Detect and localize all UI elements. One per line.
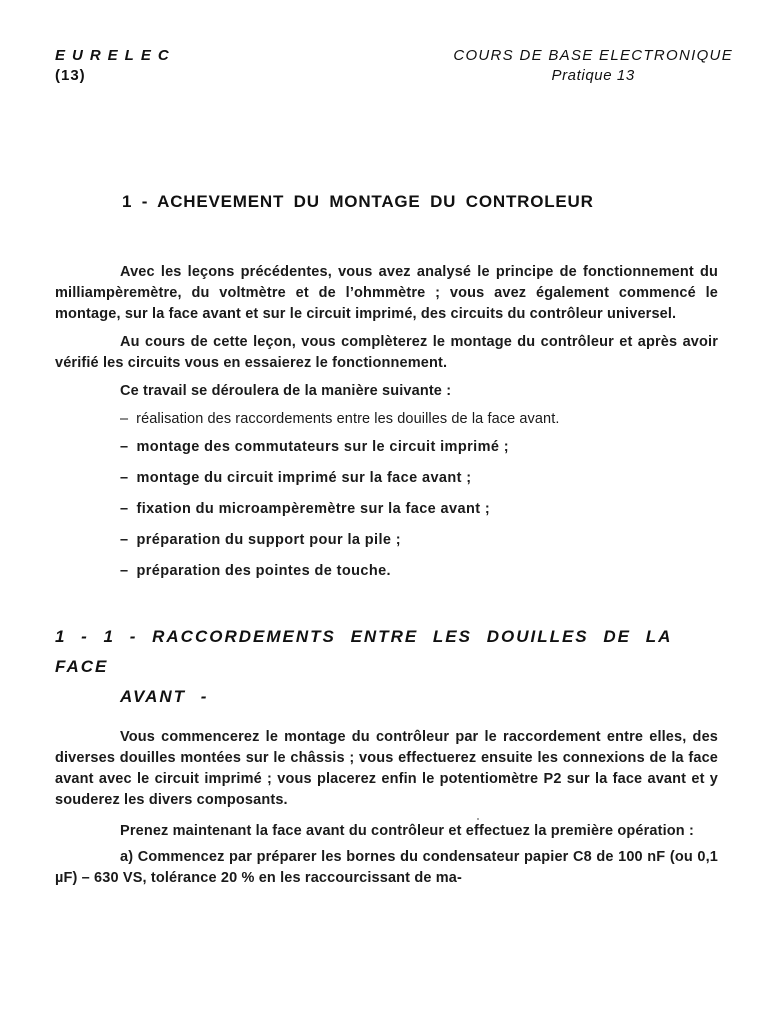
list-item: [120, 468, 718, 489]
paragraph-text: a) Commencez par préparer les bornes du condensateur papier C8 de 100 nF (ou 0,1 µF) – 630 VS, tolérance 20 % en les raccourcissant de ma-: [55, 849, 718, 886]
lesson-number: (13): [55, 67, 86, 84]
list-item: [120, 409, 718, 430]
header-right: [453, 46, 733, 86]
connections-paragraph: [55, 727, 718, 811]
brand-name: EURELEC: [55, 47, 176, 64]
subsection-title-line: AVANT -: [120, 687, 209, 706]
dash-bullet: –: [120, 563, 129, 579]
header-left: [55, 46, 176, 86]
list-item-text: préparation du support pour la pile ;: [136, 532, 401, 548]
list-item-text: préparation des pointes de touche.: [136, 563, 391, 579]
course-title: COURS DE BASE ELECTRONIQUE: [453, 47, 733, 64]
paragraph-text: Ce travail se déroulera de la manière suivante :: [120, 383, 452, 399]
paragraph-text: Avec les leçons précédentes, vous avez analysé le principe de fonctionnement du milliampèremètre, du voltmètre et de l’ohmmètre ; vous avez également commencé le montage, sur la face avant et sur le circuit imprimé, des circuits du contrôleur universel.: [55, 264, 718, 322]
scan-speck: [477, 818, 479, 820]
subsection-title-line: 1 - 1 - RACCORDEMENTS ENTRE LES DOUILLES DE LA FACE: [55, 627, 672, 676]
dash-bullet: –: [120, 501, 129, 517]
steps-list: [120, 409, 718, 582]
list-item: [120, 499, 718, 520]
dash-bullet: –: [120, 439, 129, 455]
practice-label: Pratique 13: [551, 67, 635, 84]
list-item: [120, 437, 718, 458]
work-plan-intro: [120, 381, 718, 402]
paragraph-text: Au cours de cette leçon, vous complèterez le montage du contrôleur et après avoir vérifié les circuits vous en essaierez le fonctionnement.: [55, 334, 718, 371]
page-header: [55, 46, 743, 86]
list-item-text: réalisation des raccordements entre les douilles de la face avant.: [136, 411, 560, 427]
list-item-text: montage du circuit imprimé sur la face avant ;: [136, 470, 472, 486]
list-item: [120, 561, 718, 582]
dash-bullet: –: [120, 411, 129, 427]
list-item: [120, 530, 718, 551]
first-operation-paragraph: [55, 821, 718, 842]
list-item-text: fixation du microampèremètre sur la face avant ;: [136, 501, 491, 517]
step-a-paragraph: [55, 847, 718, 889]
list-item-text: montage des commutateurs sur le circuit imprimé ;: [136, 439, 509, 455]
dash-bullet: –: [120, 470, 129, 486]
section-title: 1 - ACHEVEMENT DU MONTAGE DU CONTROLEUR: [122, 192, 594, 211]
lesson-goal-paragraph: [55, 332, 718, 374]
intro-paragraph: [55, 262, 718, 325]
dash-bullet: –: [120, 532, 129, 548]
paragraph-text: Vous commencerez le montage du contrôleur par le raccordement entre elles, des diverses douilles montées sur le châssis ; vous effectuerez ensuite les connexions de la face avant avec le circuit imprimé ; vous placerez enfin le potentiomètre P2 sur la face avant et y souderez les divers composants.: [55, 729, 718, 808]
subsection-title: [55, 622, 735, 712]
paragraph-text: Prenez maintenant la face avant du contrôleur et effectuez la première opération :: [120, 823, 694, 839]
